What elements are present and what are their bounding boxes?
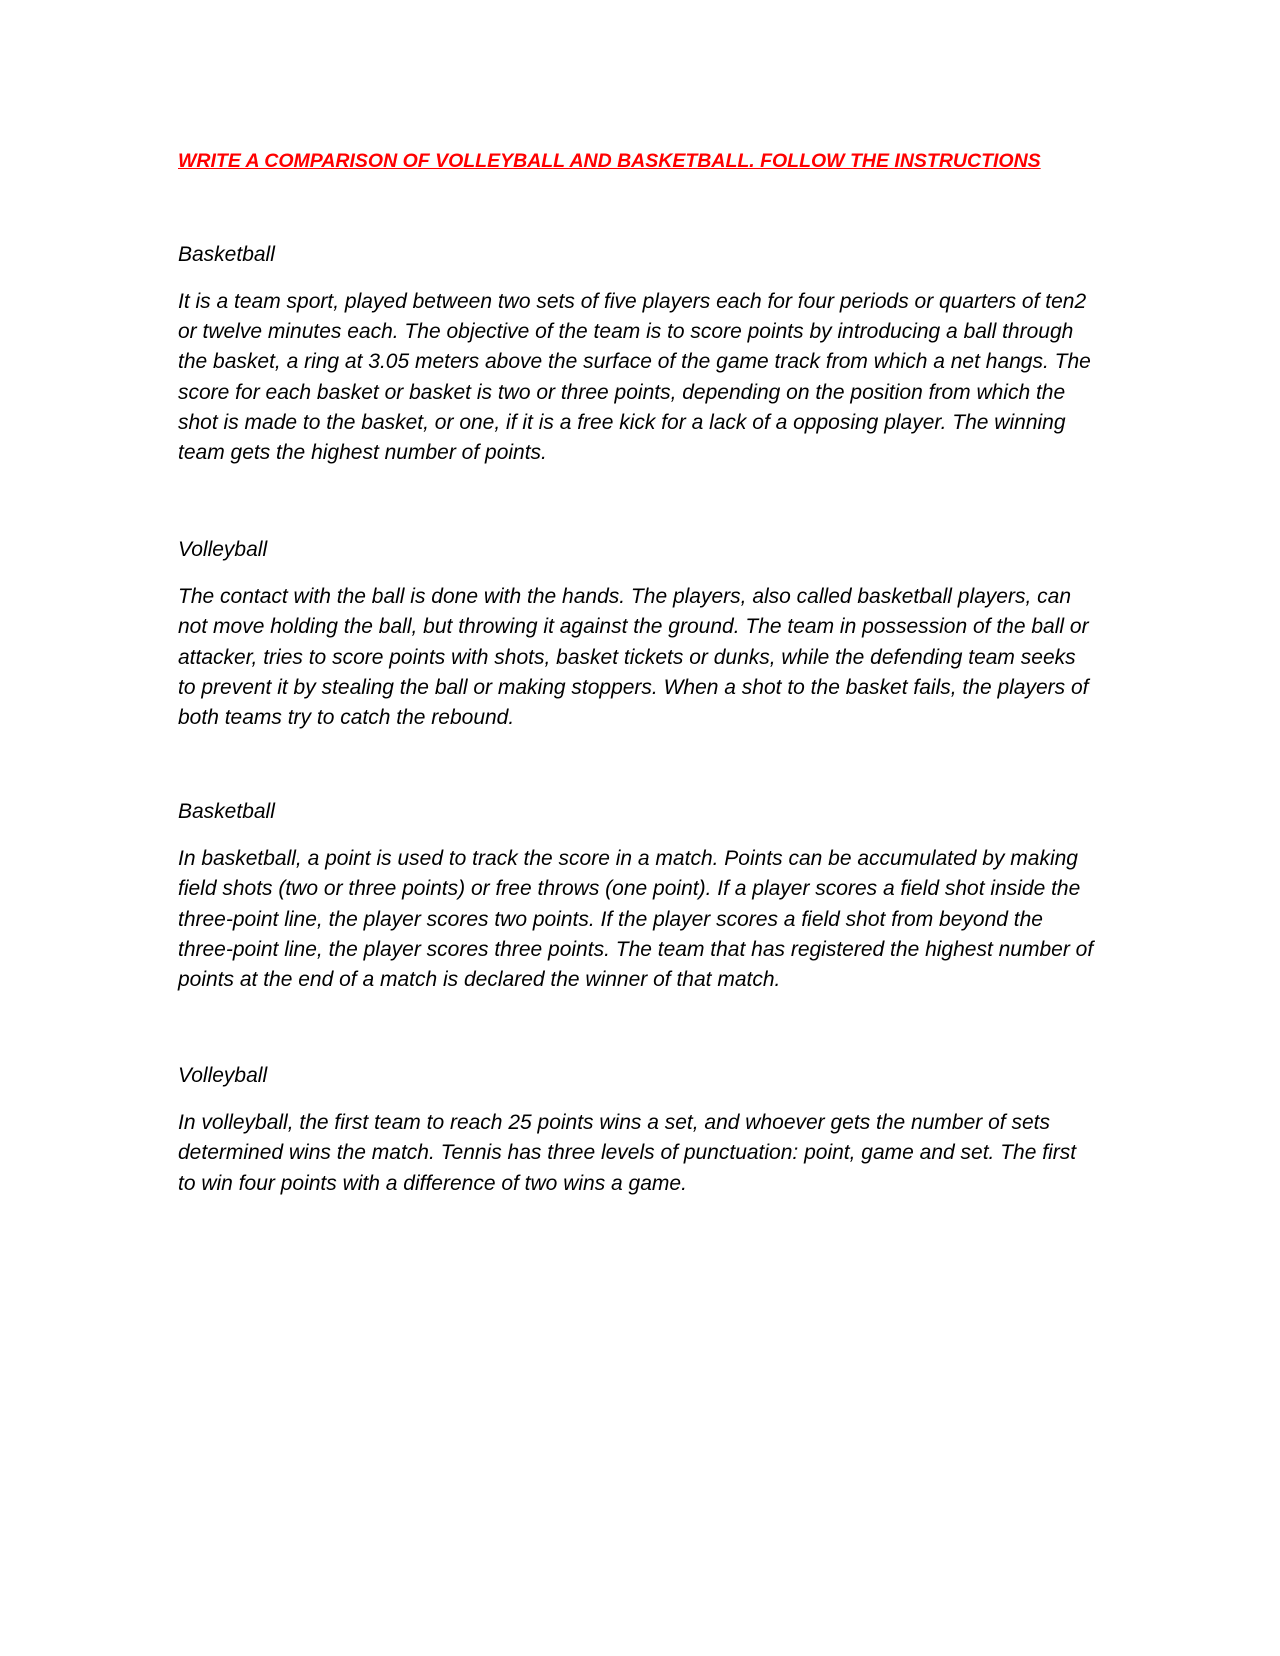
section-body-volleyball-1: The contact with the ball is done with the hands. The players, also called basketball players, can not move holding the ball, but throwing it against the ground. The team in possession of the ball or attacker, tries to score points with shots, basket tickets or dunks, while the defending team seeks to prevent it by stealing the ball or making stoppers. When a shot to the basket fails, the players of both teams try to catch the rebound.	[178, 585, 1089, 730]
section-body-volleyball-2: In volleyball, the first team to reach 25 points wins a set, and whoever gets the number of sets determined wins the match. Tennis has three levels of punctuation: point, game and set. The first to win four points with a difference of two wins a game.	[178, 1111, 1077, 1195]
section-heading-volleyball-1: Volleyball	[178, 538, 268, 562]
section-heading-basketball-1: Basketball	[178, 243, 275, 266]
document-title: WRITE A COMPARISON OF VOLLEYBALL AND BASKETBALL. FOLLOW THE INSTRUCTIONS	[178, 150, 1041, 172]
section-heading-volleyball-2: Volleyball	[178, 1064, 268, 1088]
section-body-basketball-2: In basketball, a point is used to track the score in a match. Points can be accumulated by making field shots (two or three points) or free throws (one point). If a player scores a field shot inside the three-point line, the player scores two points. If the player scores a field shot from beyond the three-point line, the player scores three points. The team that has registered the highest number of points at the end of a match is declared the winner of that match.	[178, 847, 1094, 992]
section-heading-basketball-2: Basketball	[178, 800, 275, 824]
document-content	[178, 146, 1098, 1199]
section-body-basketball-1: It is a team sport, played between two sets of five players each for four periods or quarters of ten2 or twelve minutes each. The objective of the team is to score points by introducing a ball through the basket, a ring at 3.05 meters above the surface of the game track from which a net hangs. The score for each basket or basket is two or three points, depending on the position from which the shot is made to the basket, or one, if it is a free kick for a lack of a opposing player. The winning team gets the highest number of points.	[178, 290, 1091, 465]
